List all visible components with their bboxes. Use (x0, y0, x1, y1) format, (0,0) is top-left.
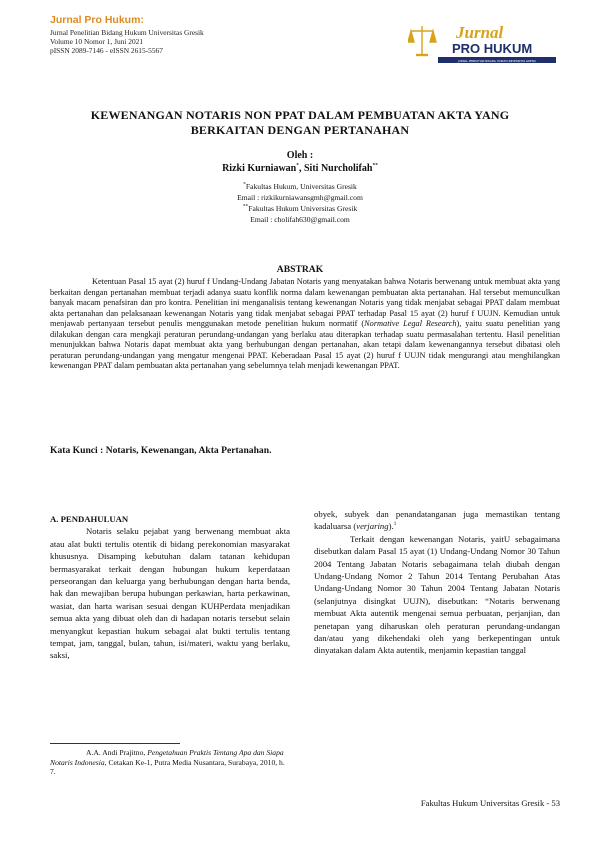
author-1: Rizki Kurniawan (222, 163, 297, 174)
intro-paragraph-1: Notaris selaku pejabat yang berwenang membuat akta atau alat bukti tertulis otentik di bidang perekonomian masyarakat khususnya. Disamping kebutuhan dalam tatanan kehidupan bermasyarakat terkait dengan hubungan hukum keperdataan perseorangan dan keluarga yang berhubungan dengan harta benda, hak dan mewajiban berupa hubungan perkawian, harta perkawinan, wasiat, dan harta warisan sesuai dengan KUHPerdata menjadikan semua akta yang dibuat oleh dan di hadapan notaris tersebut selain menyangkut kepastian hukum sebagai alat bukti tertulis tentang tempat, jam, tanggal, bulan, tahun, isi/materi, waktu yang berlaku, saksi, (50, 526, 290, 661)
intro-paragraph-2: Terkait dengan kewenangan Notaris, yaitU sebagaimana disebutkan dalam Pasal 15 ayat (1) Undang-Undang Nomor 30 Tahun 2004 Tentang Jabatan Notaris sebagaimana telah diubah dengan Undang-Undang Nomor 2 Tahun 2014 Tentang Perubahan Atas Undang-Undang Nomor 30 Tahun 2004 Tentang Jabatan Notaris (selanjutnya disingkat UUJN), disebutkan: “Notaris berwenang membuat Akta autentik mengenai semua perbuatan, perjanjian, dan penetapan yang diharuskan oleh peraturan perundang-undangan dan/atau yang dikehendaki oleh yang berkepentingan untuk dinyatakan dalam Akta autentik, menjamin kepastian tanggal (314, 533, 560, 656)
footnote-ref: A.A. Andi Prajitno, (86, 748, 148, 757)
abstract-text-1: Ketentuan Pasal 15 ayat (2) huruf f Undang-Undang Jabatan Notaris yang menyatakan bahwa Notaris berwenang untuk membuat akta yang berkaitan dengan pertanahan membuat terjadi adanya suatu konflik norma dalam kewenangan pembuatan akta pertanahan. Hal tersebut memunculkan banyak macam penafsiran dan pro kontra. Penelitian ini menganalisis tentang kewenangan Notaris yang tidak menjabat sebagai PPAT dalam membuat akta pertanahan dan pelaksanaan kewenangan Notaris yang tidak menjabat sebagai PPAT terhadap Pasal 15 ayat (2) huruf f UUJN. Kemudian untuk menjawab pertanyaan tersebut penulis menggunakan metode penelitian hukum normatif ( (50, 277, 560, 328)
author-list (0, 163, 600, 174)
author-2: Siti Nurcholifah (304, 163, 373, 174)
abstract-body (50, 277, 560, 372)
author-1-mark: * (296, 162, 299, 169)
journal-logo (408, 20, 558, 64)
logo-tagline: JURNAL PENELITIAN BIDANG HUKUM UNIVERSITAS GRESIK (458, 58, 536, 63)
footnote-ref-1: 1 (393, 521, 397, 528)
oleh-label: Oleh : (286, 150, 314, 161)
abstract-text-2: ), yaitu suatu penelitian yang dilakukan dengan cara mengkaji peraturan perundang-undangan yang berlaku atau diterapkan terhadap suatu permasalahan tertentu. Hasil penelitian menunjukkan bahwa Notaris dapat membuat akta yang berhubungan dengan pertanahan, akan tetapi dalam kewenangannya tersebut dibatasi oleh peraturan perundang-undangan yang mengatur mengenai PPAT. Keberadaan Pasal 15 ayat (2) huruf f UUJN tidak mengurangi atau menghilangkan kewenangan PPAT dalam pembuatan akta pertanahan yang sebelumnya telah menjadi kewenangan PPAT. (50, 319, 560, 370)
left-column (50, 513, 290, 662)
logo-word-pro-hukum: PRO HUKUM (452, 41, 533, 56)
paper-title-line-2: BERKAITAN DENGAN PERTANAHAN (190, 123, 410, 137)
abstract-italic: Normative Legal Research (364, 319, 457, 328)
footnote-title: Pengetahuan Praktis Tentang Apa dan Siapa Notaris Indonesia (50, 748, 284, 767)
abstract-heading: ABSTRAK (276, 264, 324, 275)
email-2: Email : cholifah630@gmail.com (250, 215, 350, 224)
footnote-1 (50, 748, 290, 777)
footnote-divider (50, 743, 180, 744)
affiliation-1 (0, 182, 600, 192)
continued-text: obyek, subyek dan penandatanganan juga memastikan tentang kadaluarsa ( (314, 509, 560, 532)
section-heading: A. PENDAHULUAN (50, 514, 129, 524)
email-1: Email : rizkikurniawansgmh@gmail.com (237, 193, 363, 202)
journal-issn: pISSN 2089-7146 - eISSN 2615-5567 (50, 46, 163, 55)
journal-name: Jurnal Pro Hukum: (50, 14, 144, 26)
footnote-rest: , Cetakan Ke-1, Putra Media Nusantara, Surabaya, 2010, h. 7. (50, 757, 285, 777)
paper-title-line-1: KEWENANGAN NOTARIS NON PPAT DALAM PEMBUATAN AKTA YANG (90, 108, 510, 122)
author-separator: , (299, 163, 304, 174)
journal-volume: Volume 10 Nomor 1, Juni 2021 (50, 37, 144, 46)
affiliation-1-text: Fakultas Hukum, Universitas Gresik (245, 182, 357, 191)
affiliation-2 (0, 204, 600, 214)
page-footer: Fakultas Hukum Universitas Gresik - 53 (420, 798, 560, 808)
author-2-mark: ** (372, 162, 378, 169)
continued-italic: verjaring (356, 521, 389, 532)
keywords: Kata Kunci : Notaris, Kewenangan, Akta Pertanahan. (50, 445, 272, 456)
logo-word-jurnal: Jurnal (456, 23, 504, 42)
right-column (314, 508, 560, 657)
affiliation-1-mark: * (243, 181, 246, 188)
scales-of-justice-icon (408, 26, 436, 55)
paper-title (40, 108, 560, 138)
affiliation-2-mark: ** (242, 203, 249, 210)
affiliation-2-text: Fakultas Hukum Universitas Gresik (248, 204, 358, 213)
journal-subtitle: Jurnal Penelitian Bidang Hukum Universitas Gresik (50, 28, 204, 37)
continued-end: ). (388, 521, 394, 532)
